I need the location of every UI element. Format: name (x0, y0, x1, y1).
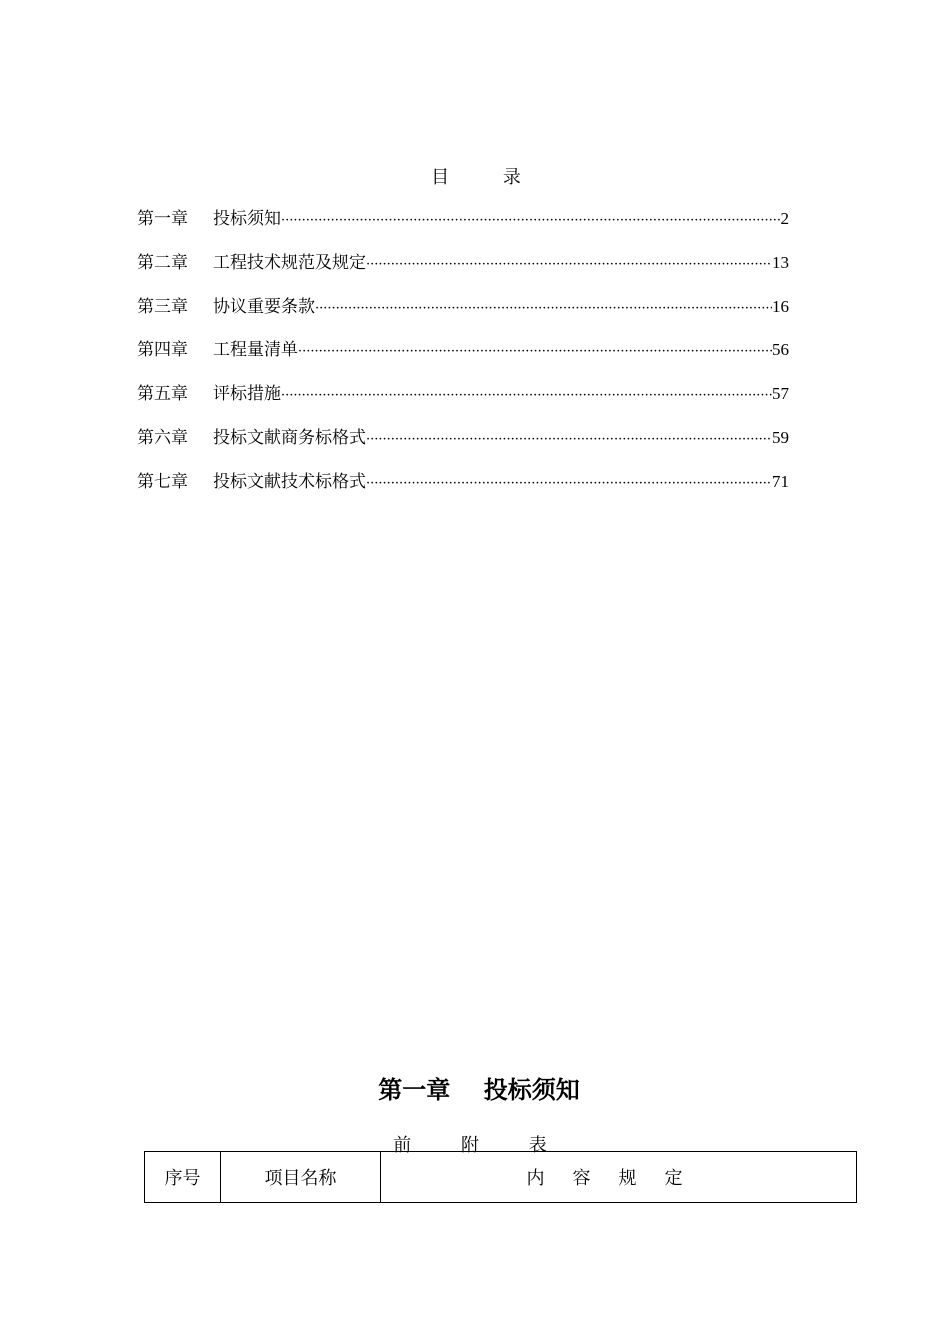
toc-entry[interactable] (137, 336, 789, 380)
toc-page-number: 16 (772, 296, 789, 316)
toc-chapter-number: 第三章 (137, 296, 188, 317)
chapter-heading: 第一章 投标须知 (378, 1075, 580, 1104)
toc-chapter-title: 投标须知 (213, 209, 281, 229)
toc-chapter-number: 第四章 (137, 340, 188, 361)
toc-entry[interactable] (137, 424, 789, 468)
table-header-row (145, 1152, 857, 1203)
header-content: 内容规定 (381, 1152, 857, 1203)
toc-leader-dots (366, 470, 772, 498)
toc-chapter-number: 第七章 (137, 471, 188, 492)
toc-chapter-number: 第一章 (137, 209, 188, 229)
toc-page-number: 59 (772, 427, 789, 447)
toc-chapter-title: 协议重要条款 (213, 296, 315, 317)
table-caption: 前 附 表 (393, 1135, 569, 1156)
toc-chapter-title: 投标文献技术标格式 (213, 471, 366, 492)
toc-page-number: 57 (772, 384, 789, 404)
annex-table (144, 1151, 857, 1203)
toc-entry[interactable] (137, 293, 789, 337)
toc-entry[interactable] (137, 380, 789, 424)
toc-page-number: 13 (772, 252, 789, 272)
toc-chapter-title: 工程量清单 (213, 340, 298, 361)
toc-leader-dots (315, 295, 772, 323)
toc-page-number: 56 (772, 340, 789, 360)
toc-chapter-number: 第五章 (137, 384, 188, 405)
toc-entry[interactable] (137, 468, 789, 512)
toc-chapter-title: 评标措施 (213, 384, 281, 405)
toc-page-number: 71 (772, 471, 789, 491)
toc-entry[interactable] (137, 205, 789, 249)
table-of-contents (137, 205, 789, 512)
toc-chapter-title: 投标文献商务标格式 (213, 427, 366, 448)
toc-chapter-number: 第二章 (137, 252, 188, 273)
toc-page-number: 2 (780, 209, 789, 228)
toc-leader-dots (281, 382, 772, 410)
header-seq: 序号 (145, 1152, 221, 1203)
toc-chapter-number: 第六章 (137, 427, 188, 448)
toc-chapter-title: 工程技术规范及规定 (213, 252, 366, 273)
toc-title: 目 录 (431, 167, 545, 188)
toc-leader-dots (298, 338, 772, 366)
toc-leader-dots (281, 207, 781, 235)
toc-leader-dots (366, 426, 772, 454)
toc-leader-dots (366, 251, 772, 279)
header-item-name: 项目名称 (221, 1152, 381, 1203)
toc-entry[interactable] (137, 249, 789, 293)
